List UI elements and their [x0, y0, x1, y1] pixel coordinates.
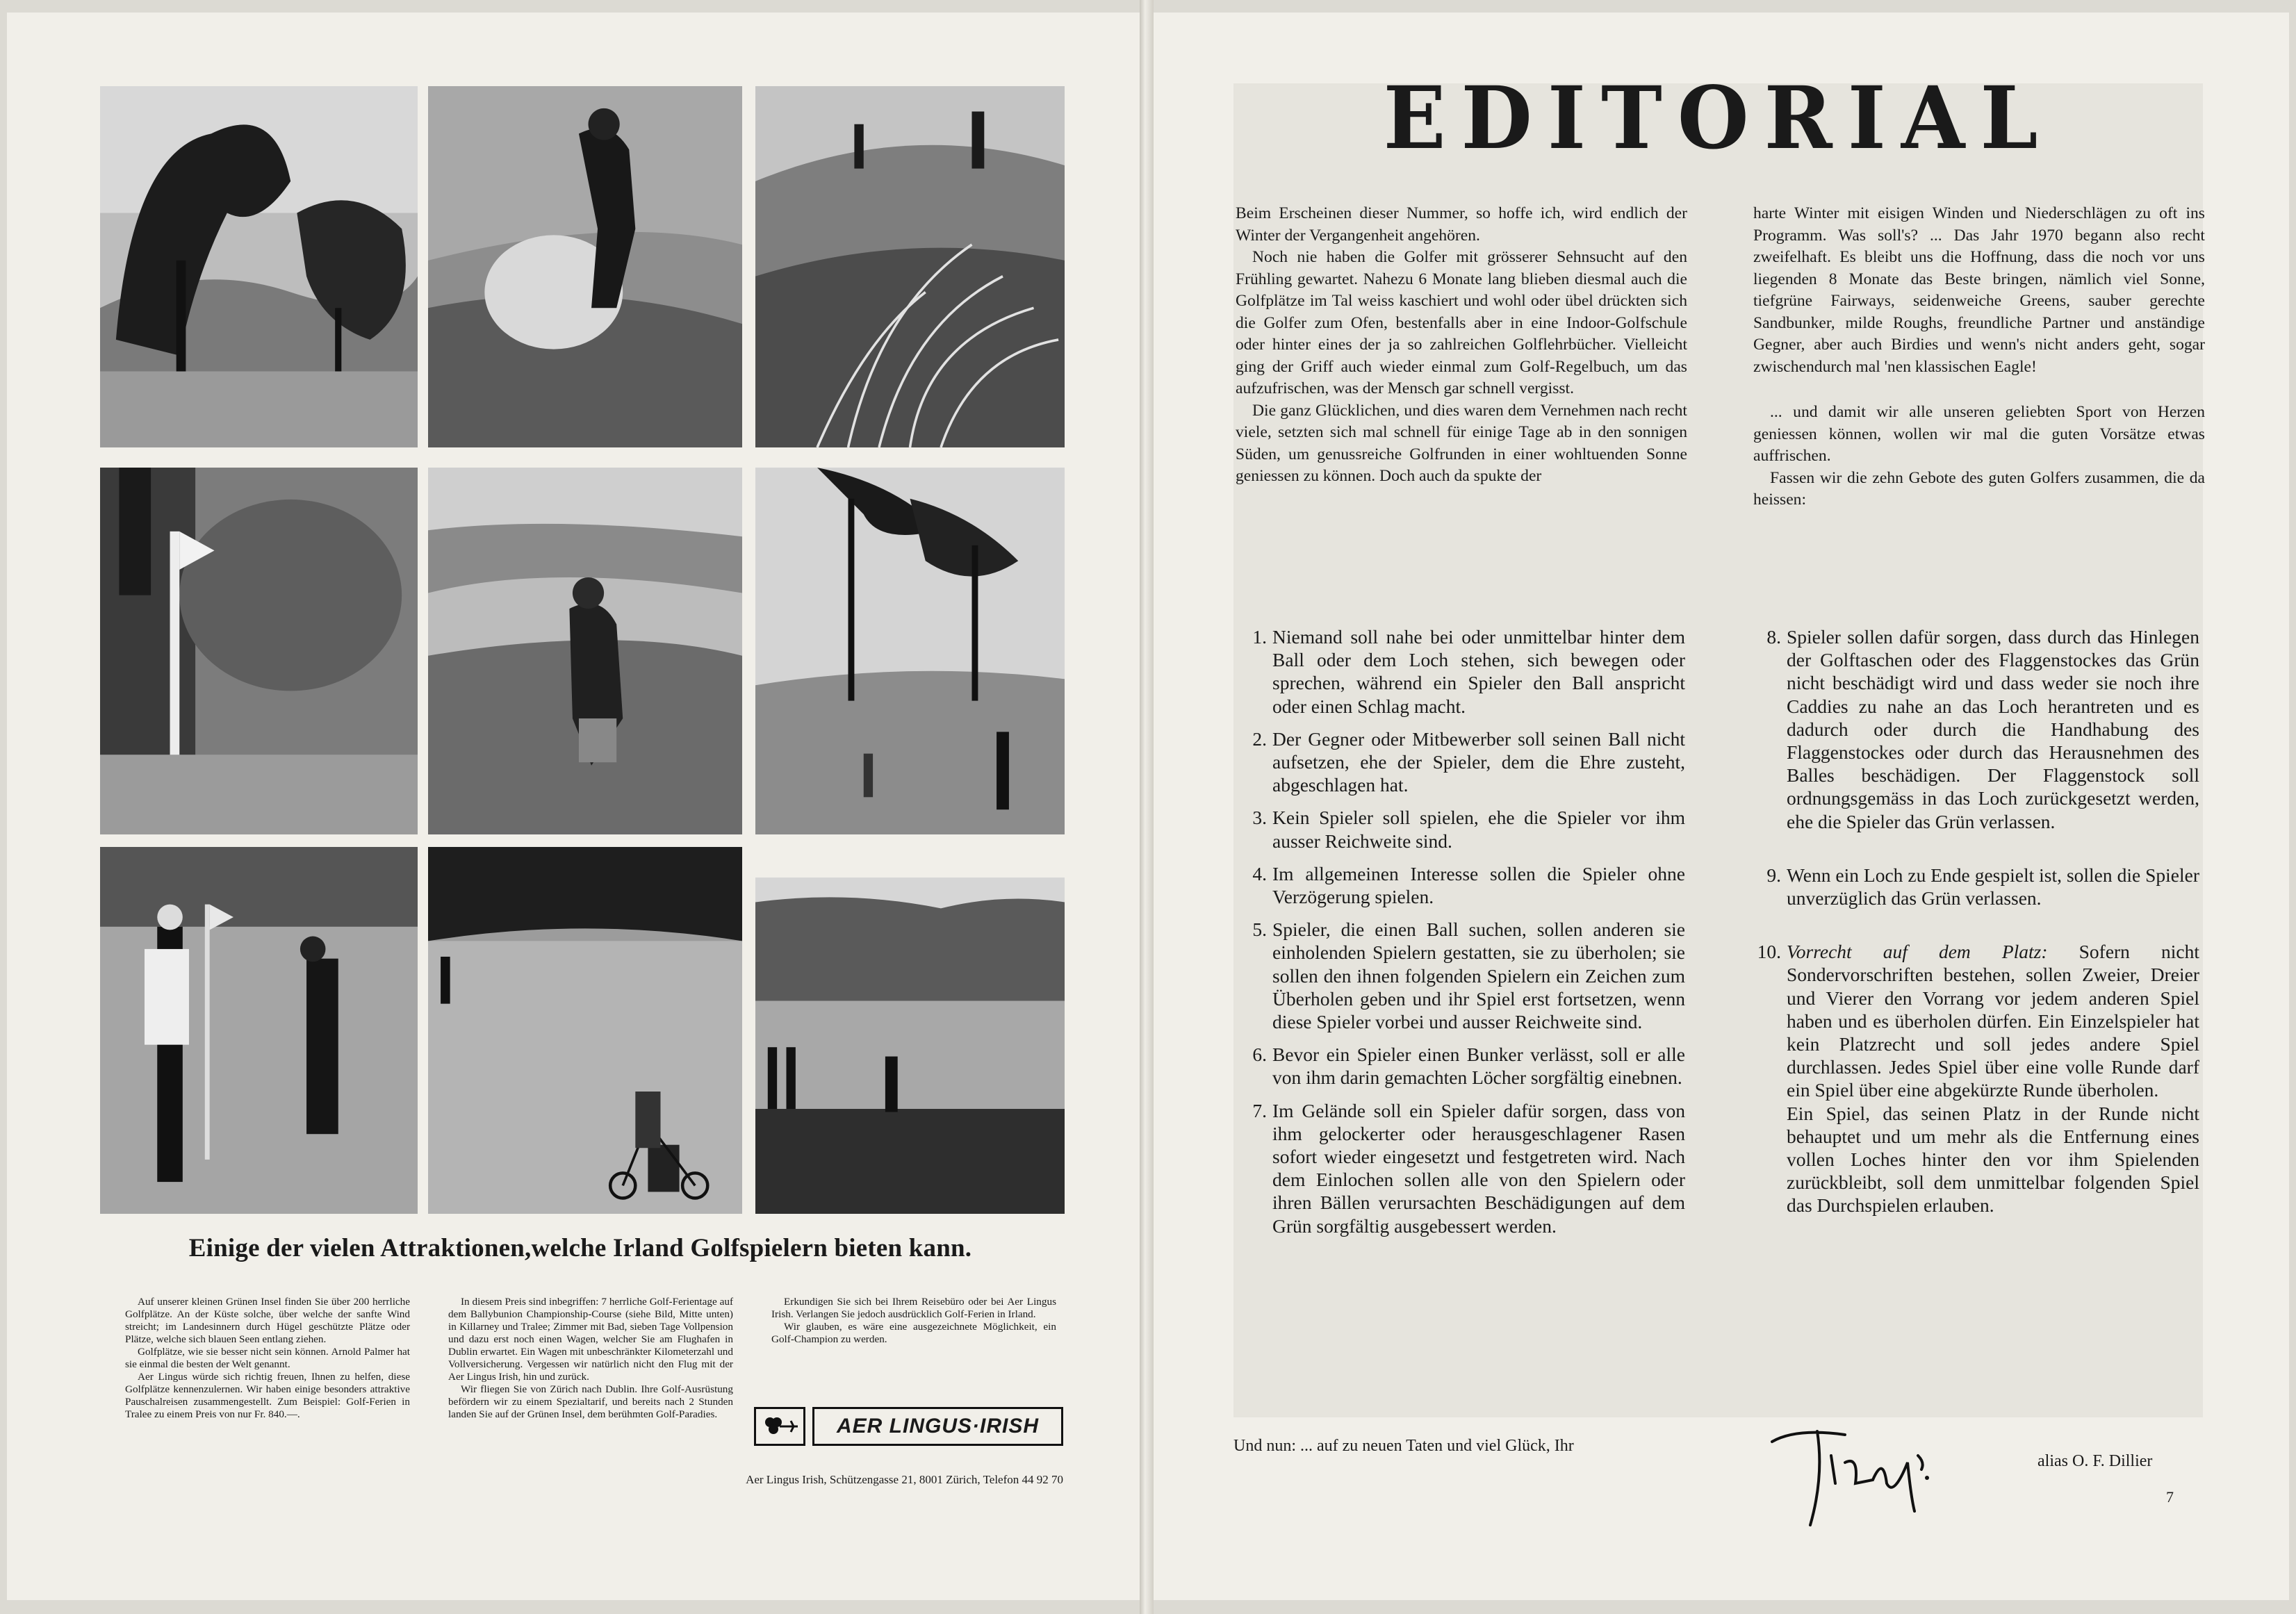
ad-address: Aer Lingus Irish, Schützengasse 21, 8001 Zürich, Telefon 44 92 70	[746, 1473, 1063, 1486]
intro-paragraph: Die ganz Glücklichen, und dies waren dem Vernehmen nach recht viele, setzten sich mal schnell für einige Tage ab in den sonnigen Süden, um genussreiche Golfrunden in einer wohltuenden Sonne geniessen zu können. Doch auch da spukte der	[1236, 401, 1687, 485]
rule-number: 6.	[1252, 1044, 1267, 1066]
intro-column-left	[1236, 203, 1687, 488]
ad-paragraph: Erkundigen Sie sich bei Ihrem Reisebüro oder bei Aer Lingus Irish. Verlangen Sie jedoch ausdrücklich Golf-Ferien in Irland.	[771, 1296, 1056, 1320]
photo-coastal-trees	[100, 86, 418, 447]
rules-column-right	[1748, 625, 2199, 1227]
rule-text: Wenn ein Loch zu Ende gespielt ist, sollen die Spieler unverzüglich das Grün verlassen.	[1787, 864, 2199, 909]
editorial-title: EDITORIAL	[1383, 67, 2053, 169]
ad-column-2	[448, 1296, 733, 1421]
intro-paragraph: Fassen wir die zehn Gebote des guten Golfers zusammen, die da heissen:	[1753, 468, 2205, 509]
rule-lead: Vorrecht auf dem Platz:	[1787, 941, 2048, 963]
alias-line: alias O. F. Dillier	[2037, 1452, 2153, 1470]
rule-number: 1.	[1252, 626, 1267, 648]
rule-number: 9.	[1766, 864, 1781, 886]
shamrock-plane-icon	[754, 1407, 805, 1446]
rule-number: 10.	[1757, 941, 1781, 963]
aer-lingus-logo	[754, 1407, 1063, 1446]
ad-headline: Einige der vielen Attraktionen,welche Irland Golfspielern bieten kann.	[188, 1234, 972, 1262]
page-number: 7	[2166, 1488, 2174, 1506]
rule-item	[1233, 862, 1685, 908]
rule-item	[1233, 806, 1685, 852]
intro-paragraph: Noch nie haben die Golfer mit grösserer Sehnsucht auf den Frühling gewartet. Nahezu 6 Monate lang blieben diesmal auch die Golfplätze im Tal weiss kaschiert und wohl oder übel drückten sich die Golfer zum Ofen, bestenfalls aber in eine Indoor-Golfschule oder hinter eines der ja so zahlreichen Golflehrbücher. Vielleicht ging der Griff auch wieder einmal zum Golf-Regelbuch, um das aufzufrischen, was der Mensch gar schnell vergisst.	[1236, 248, 1687, 397]
intro-column-right	[1753, 203, 2205, 511]
rule-item	[1233, 918, 1685, 1033]
rule-body: Sofern nicht Sondervorschriften bestehen, sollen Zweier, Dreier und Vierer den Vorrang vor jedem anderen Spiel haben und es überholen dürfen. Ein Einzelspieler hat kein Platzrecht und soll jedes andere Spiel durchlassen. Jedes Spiel über eine volle Runde darf ein Spiel über eine abgekürzte Runde überholen.	[1787, 941, 2199, 1101]
rule-number: 3.	[1252, 807, 1267, 829]
book-gutter	[1140, 0, 1154, 1614]
rule-text	[1787, 940, 2199, 1217]
rule-text: Kein Spieler soll spielen, ehe die Spieler vor ihm ausser Reichweite sind.	[1272, 807, 1685, 852]
rule-text: Niemand soll nahe bei oder unmittelbar hinter dem Ball oder dem Loch stehen, sich bewegen oder sprechen, während ein Spieler den Ball anspricht oder einen Schlag macht.	[1272, 626, 1685, 717]
ad-paragraph: Wir glauben, es wäre eine ausgezeichnete Möglichkeit, ein Golf-Champion zu werden.	[771, 1321, 1056, 1345]
ad-paragraph: Golfplätze, wie sie besser nicht sein können. Arnold Palmer hat sie einmal die besten der Welt genannt.	[125, 1346, 410, 1370]
rule-item	[1748, 864, 2199, 909]
rule-item	[1748, 625, 2199, 833]
photo-woman-golfer	[428, 468, 742, 834]
rule-text: Bevor ein Spieler einen Bunker verlässt, soll er alle von ihm darin gemachten Löcher sorgfältig einebnen.	[1272, 1044, 1685, 1089]
ad-paragraph: In diesem Preis sind inbegriffen: 7 herrliche Golf-Ferientage auf dem Ballybunion Championship-Course (siehe Bild, Mitte unten) in Killarney und Tralee; Zimmer mit Bad, sieben Tage Vollpension und dazu erst noch einen Wagen, welcher Sie am Flughafen in Dublin erwartet. Ein Wagen mit unbeschränkter Kilometerzahl und Vollversicherung. Vergessen wir natürlich nicht den Flug mit der Aer Lingus Irish, hin und zurück.	[448, 1296, 733, 1383]
rule-number: 8.	[1766, 626, 1781, 648]
photo-lake-view	[755, 878, 1065, 1214]
rule-text: Der Gegner oder Mitbewerber soll seinen Ball nicht aufsetzen, ehe der Spieler, dem die Ehre zusteht, abgeschlagen hat.	[1272, 727, 1685, 796]
ad-paragraph: Auf unserer kleinen Grünen Insel finden Sie über 200 herrliche Golfplätze. An der Küste solche, über welche der sanfte Wind streicht; im Landesinnern durch Hügel geschützte Plätze oder Plätze, welche sich blauen Seen entlang ziehen.	[125, 1296, 410, 1345]
photo-flag-putting	[100, 847, 418, 1214]
rule-item	[1748, 940, 2199, 1217]
ad-paragraph: Aer Lingus würde sich richtig freuen, Ihnen zu helfen, diese Golfplätze kennenzulernen. Wir haben einige besonders attraktive Pauschalreisen zusammengestellt. Zum Beispiel: Golf-Ferien in Tralee zu einem Preis von nur Fr. 840.—.	[125, 1371, 410, 1420]
rule-number: 2.	[1252, 727, 1267, 750]
rule-item	[1233, 625, 1685, 718]
photo-dune-grass	[755, 86, 1065, 447]
rule-number: 5.	[1252, 919, 1267, 941]
rule-number: 4.	[1252, 862, 1267, 884]
intro-paragraph: ... und damit wir alle unseren geliebten Sport von Herzen geniessen können, wollen wir mal die guten Vorsätze etwas auffrischen.	[1753, 403, 2205, 465]
photo-pine-green	[755, 468, 1065, 834]
ad-column-1	[125, 1296, 410, 1421]
rule-text: Im allgemeinen Interesse sollen die Spieler ohne Verzögerung spielen.	[1272, 862, 1685, 908]
rule-number: 7.	[1252, 1099, 1267, 1121]
rule-text: Spieler, die einen Ball suchen, sollen anderen sie einholenden Spielern gestatten, sie zu überholen; sie sollen den ihnen folgenden Spielern ein Zeichen zum Überholen geben und ihr Spiel erst fortsetzen, wenn diese Spieler vorbei und ausser Reichweite sind.	[1272, 919, 1685, 1033]
intro-paragraph: harte Winter mit eisigen Winden und Niederschlägen zu oft ins Programm. Was soll's? ... Das Jahr 1970 begann also recht zweifelhaft. Es bleibt uns die Hoffnung, dass die noch vor uns liegenden 8 Monate das Beste bringen, nämlich viel Sonne, tiefgrüne Fairways, seidenweiche Greens, sauber gerechte Sandbunker, milde Roughs, freundliche Partner und anständige Gegner, aber auch Birdies und wenn's nicht anders geht, sogar zwischendurch mal 'nen klassischen Eagle!	[1753, 204, 2205, 376]
ad-paragraph: Wir fliegen Sie von Zürich nach Dublin. Ihre Golf-Ausrüstung befördern wir zu einem Spezialtarif, und bereits nach 2 Stunden landen Sie auf der Grünen Insel, dem berühmten Golf-Paradies.	[448, 1383, 733, 1420]
rule-item	[1233, 1099, 1685, 1237]
closing-line: Und nun: ... auf zu neuen Taten und viel Glück, Ihr	[1233, 1437, 1574, 1455]
rule-item	[1233, 727, 1685, 797]
rule-text: Im Gelände soll ein Spieler dafür sorgen, dass von ihm gelockerter oder herausgeschlagener Rasen sofort wieder eingesetzt und festgetreten wird. Nach dem Einlochen sollen alle von den Spielern oder ihren Bällen verursachten Beschädigungen auf dem Grün sorgfältig ausgebessert werden.	[1272, 1099, 1685, 1237]
rules-column-left	[1233, 625, 1685, 1247]
photo-golf-trolley	[428, 847, 742, 1214]
rule-paragraph	[1787, 940, 2199, 1101]
aer-lingus-wordmark: AER LINGUS·IRISH	[812, 1407, 1063, 1446]
intro-paragraph: Beim Erscheinen dieser Nummer, so hoffe ich, wird endlich der Winter der Vergangenheit angehören.	[1236, 204, 1687, 245]
rule-text: Spieler sollen dafür sorgen, dass durch das Hinlegen der Golftaschen oder des Flaggenstockes das Grün nicht beschädigt wird und dass weder sie noch ihre Caddies zu nahe an das Loch herantreten und es dadurch oder durch die Handhabung des Flaggenstockes oder durch das Herausnehmen des Balles beschädigen. Der Flaggenstock soll ordnungsgemäss in das Loch zurückgesetzt werden, ehe die Spieler das Grün verlassen.	[1787, 626, 2199, 832]
signature-graphic	[1769, 1414, 1935, 1532]
photo-flag-blur	[100, 468, 418, 834]
ad-column-3	[771, 1296, 1056, 1346]
rule-item	[1233, 1043, 1685, 1089]
rule-paragraph: Ein Spiel, das seinen Platz in der Runde nicht behauptet und um mehr als die Entfernung eines vollen Loches hinter den vor ihm Spielenden zurückbleibt, soll dem unmittelbar folgenden Spiel das Durchspielen erlauben.	[1787, 1102, 2199, 1217]
photo-bunker-shot	[428, 86, 742, 447]
